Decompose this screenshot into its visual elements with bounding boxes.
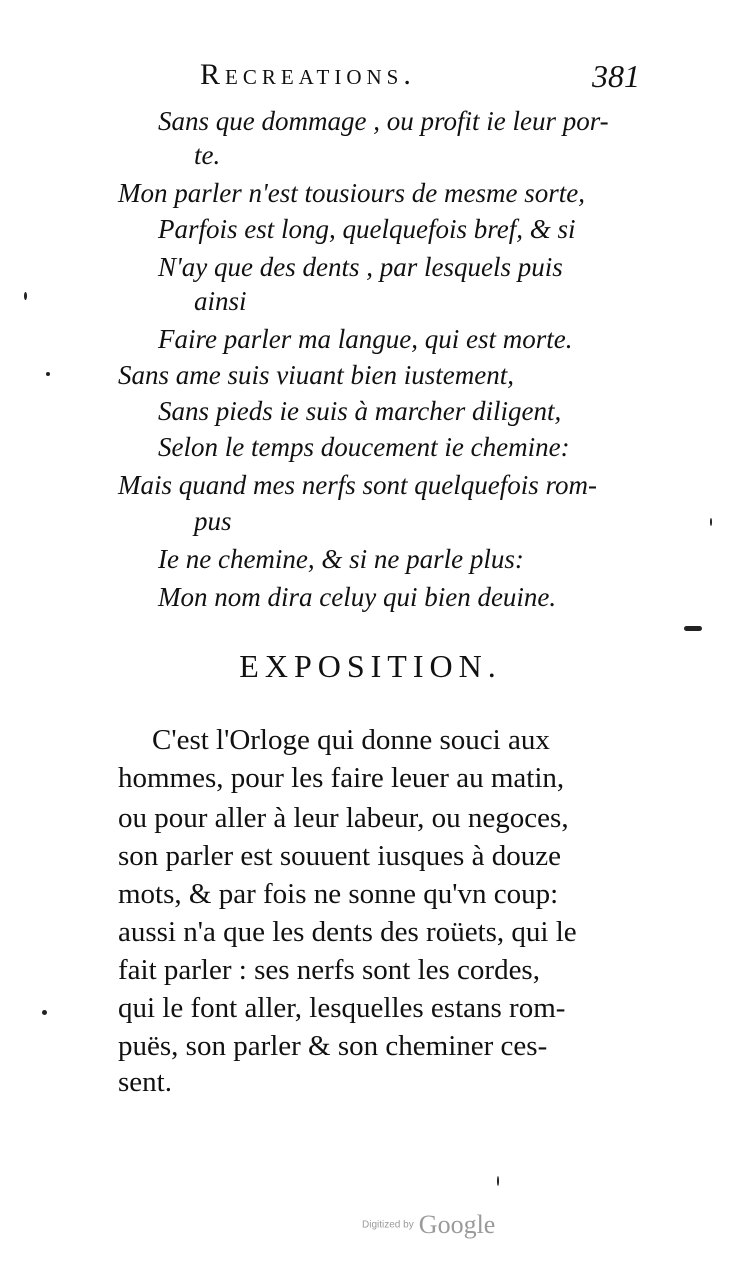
paragraph-line: aussi n'a que les dents des roüets, qui le [118,916,577,948]
running-title: Recreations. [200,58,416,91]
digitized-by-label: Digitized by [362,1219,414,1231]
paragraph-line: son parler est souuent iusques à douze [118,840,561,872]
paragraph-line: hommes, pour les faire leuer au matin, [118,762,565,794]
verse-line: Selon le temps doucement ie chemine: [158,432,570,462]
page-header [200,58,640,98]
verse-line: Mais quand mes nerfs sont quelquefois rom- [118,470,597,500]
verse-line: Sans pieds ie suis à marcher diligent, [158,396,562,426]
ink-speck [497,1176,499,1186]
verse-line: N'ay que des dents , par lesquels puis [158,252,563,282]
verse-line: Faire parler ma langue, qui est morte. [158,324,573,354]
ink-speck [684,626,702,631]
paragraph-line: fait parler : ses nerfs sont les cordes, [118,954,540,986]
google-wordmark: Google [418,1210,496,1239]
ink-speck [46,372,50,376]
page-number: 381 [592,58,640,94]
verse-line: Sans que dommage , ou profit ie leur por- [158,106,609,136]
paragraph-line: mots, & par fois ne sonne qu'vn coup: [118,878,559,910]
verse-line: pus [194,506,232,536]
ink-speck [24,292,27,300]
paragraph-line: ou pour aller à leur labeur, ou negoces, [118,802,569,834]
paragraph-line: puës, son parler & son cheminer ces- [118,1030,548,1062]
section-heading: EXPOSITION. [239,648,502,684]
paragraph-line: qui le font aller, lesquelles estans rom- [118,992,566,1024]
digitization-watermark [362,1210,495,1240]
verse-line: Ie ne chemine, & si ne parle plus: [158,544,524,574]
verse-line: Mon nom dira celuy qui bien deuine. [158,582,557,612]
paragraph-line: C'est l'Orloge qui donne souci aux [152,724,550,756]
verse-line: te. [194,140,221,170]
verse-line: ainsi [194,286,247,316]
verse-line: Sans ame suis viuant bien iustement, [118,360,514,390]
verse-line: Mon parler n'est tousiours de mesme sorte, [118,178,585,208]
ink-speck [42,1010,47,1015]
ink-speck [710,518,712,526]
paragraph-line: sent. [118,1066,172,1098]
verse-line: Parfois est long, quelquefois bref, & si [158,214,576,244]
